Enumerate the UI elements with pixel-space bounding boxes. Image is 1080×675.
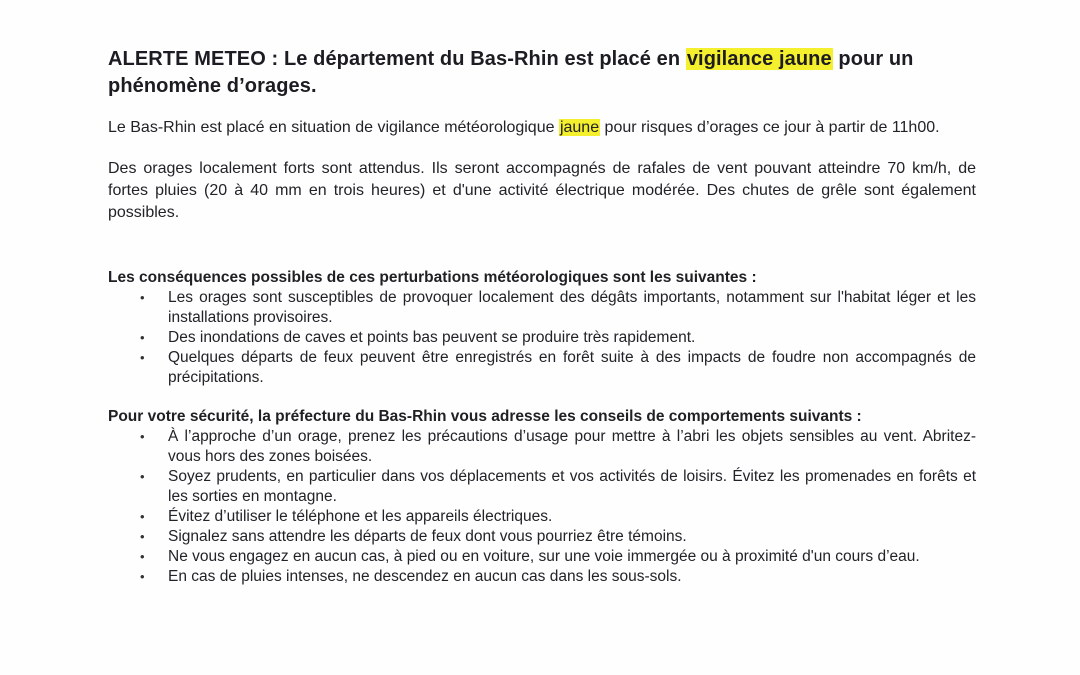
advice-item (108, 507, 976, 527)
consequence-text: Des inondations de caves et points bas peuvent se produire très rapidement. (168, 329, 696, 346)
details-paragraph: Des orages localement forts sont attendus. Ils seront accompagnés de rafales de vent pouvant atteindre 70 km/h, de fortes pluies (20 à 40 mm en trois heures) et d'une activité électrique modérée. Des chutes de grêle sont également possibles. (108, 160, 976, 221)
consequence-item (108, 348, 976, 388)
intro-after: pour risques d’orages ce jour à partir de 11h00. (600, 119, 940, 136)
bullet-icon: • (140, 350, 145, 365)
advice-item (108, 547, 976, 567)
bullet-icon: • (140, 330, 145, 345)
alert-title-before: ALERTE METEO : Le département du Bas-Rhin est placé en (108, 48, 686, 70)
advice-text: Évitez d’utiliser le téléphone et les appareils électriques. (168, 508, 553, 525)
bullet-icon: • (140, 569, 145, 584)
bullet-icon: • (140, 469, 145, 484)
advice-text: En cas de pluies intenses, ne descendez en aucun cas dans les sous-sols. (168, 568, 682, 585)
advice-item (108, 467, 976, 507)
advice-text: Soyez prudents, en particulier dans vos déplacements et vos activités de loisirs. Évitez les promenades en forêts et les sorties en montagne. (168, 468, 976, 505)
alert-title-after: pour un phénomène d’orages. (108, 48, 914, 97)
advice-item (108, 567, 976, 587)
advice-heading: Pour votre sécurité, la préfecture du Bas-Rhin vous adresse les conseils de comportements suivants : (108, 408, 862, 425)
vigilance-highlight: vigilance jaune (686, 48, 832, 70)
advice-text: À l’approche d’un orage, prenez les précautions d’usage pour mettre à l’abri les objets sensibles au vent. Abritez-vous hors des zones boisées. (168, 428, 976, 465)
consequences-list (108, 288, 976, 388)
advice-text: Signalez sans attendre les départs de feux dont vous pourriez être témoins. (168, 528, 687, 545)
bullet-icon: • (140, 429, 145, 444)
consequence-text: Les orages sont susceptibles de provoquer localement des dégâts importants, notamment sur l'habitat léger et les installations provisoires. (168, 289, 976, 326)
consequence-item (108, 288, 976, 328)
intro-paragraph (108, 117, 976, 139)
bullet-icon: • (140, 529, 145, 544)
advice-item (108, 527, 976, 547)
advice-item (108, 427, 976, 467)
consequence-item (108, 328, 976, 348)
bullet-icon: • (140, 509, 145, 524)
jaune-highlight: jaune (559, 119, 600, 136)
alert-title (108, 46, 976, 100)
advice-text: Ne vous engagez en aucun cas, à pied ou en voiture, sur une voie immergée ou à proximité d'un cours d’eau. (168, 548, 920, 565)
bullet-icon: • (140, 549, 145, 564)
intro-before: Le Bas-Rhin est placé en situation de vigilance météorologique (108, 119, 559, 136)
advice-list (108, 427, 976, 587)
bullet-icon: • (140, 290, 145, 305)
consequences-heading: Les conséquences possibles de ces perturbations météorologiques sont les suivantes : (108, 269, 757, 286)
consequence-text: Quelques départs de feux peuvent être enregistrés en forêt suite à des impacts de foudre non accompagnés de précipitations. (168, 349, 976, 386)
document-content (108, 46, 976, 587)
